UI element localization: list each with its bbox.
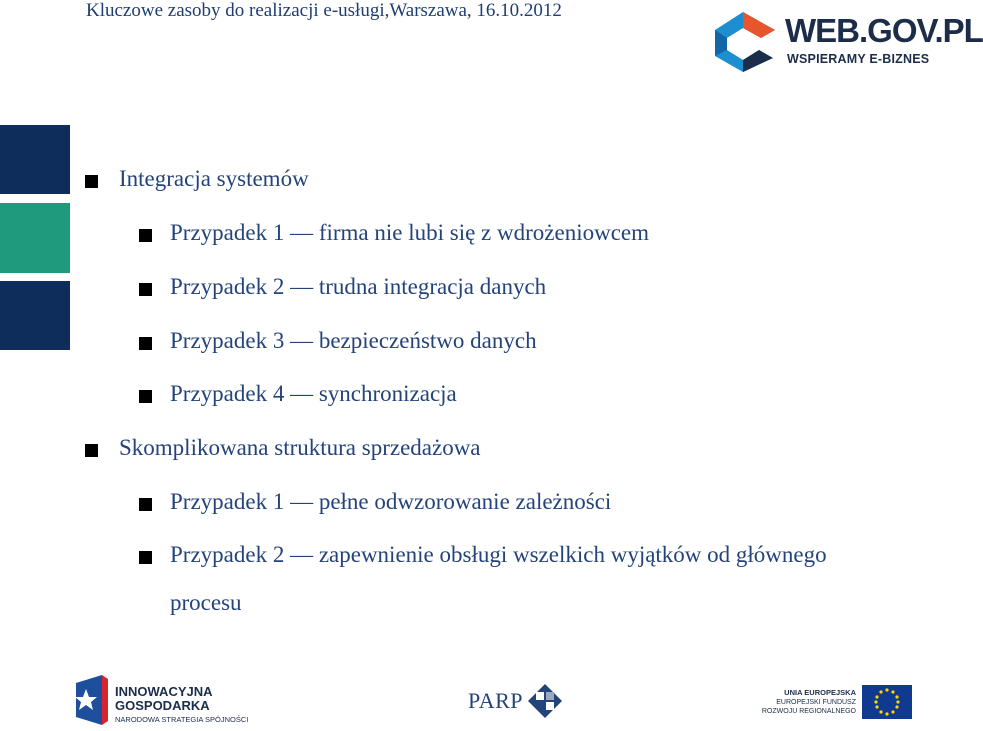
parp-emblem-icon <box>528 684 562 718</box>
square-bullet-icon <box>85 444 98 457</box>
square-bullet-icon <box>139 390 152 403</box>
bullet-text: Przypadek 1 — pełne odwzorowanie zależności <box>170 489 612 514</box>
bullet-subitem-continuation <box>170 590 242 616</box>
square-bullet-icon <box>139 229 152 242</box>
square-bullet-icon <box>139 498 152 511</box>
bullet-subitem <box>170 328 537 354</box>
square-bullet-icon <box>85 175 98 188</box>
ig-line3: NARODOWA STRATEGIA SPÓJNOŚCI <box>115 715 249 724</box>
bullet-subitem <box>170 274 546 300</box>
side-block-navy-top <box>0 125 70 194</box>
parp-logo <box>468 684 563 720</box>
parp-text: PARP <box>468 688 524 713</box>
bullet-text: Skomplikowana struktura sprzedażowa <box>119 435 481 460</box>
square-bullet-icon <box>139 551 152 564</box>
bullet-subitem <box>170 489 611 515</box>
bullet-item-struktura <box>119 435 481 461</box>
webgov-tagline: WSPIERAMY E-BIZNES <box>787 52 930 66</box>
bullet-subitem <box>170 220 649 246</box>
eu-fund-logo <box>761 685 912 721</box>
bullet-subitem <box>170 542 827 568</box>
bullet-text: Przypadek 1 — firma nie lubi się z wdrożeniowcem <box>170 220 650 245</box>
bullet-item-integracja <box>119 166 309 192</box>
webgov-logo <box>713 10 983 74</box>
eu-flag-icon <box>862 685 912 719</box>
square-bullet-icon <box>139 283 152 296</box>
bullet-text: Przypadek 2 — trudna integracja danych <box>170 274 547 299</box>
side-block-navy-bottom <box>0 281 70 350</box>
eu-line1: UNIA EUROPEJSKA <box>784 688 856 697</box>
bullet-subitem <box>170 381 457 407</box>
eu-line2: EUROPEJSKI FUNDUSZ <box>776 699 856 706</box>
bullet-text: Przypadek 2 — zapewnienie obsługi wszelkich wyjątków od głównego <box>170 542 827 567</box>
ig-line2: GOSPODARKA <box>115 698 210 713</box>
bullet-text: Przypadek 4 — synchronizacja <box>170 381 457 406</box>
eu-line3: ROZWOJU REGIONALNEGO <box>761 708 856 715</box>
innowacyjna-gospodarka-logo <box>72 675 249 725</box>
slide-header-title: Kluczowe zasoby do realizacji e-usługi,Warszawa, 16.10.2012 <box>86 0 562 21</box>
bullet-text: procesu <box>170 590 242 615</box>
star-emblem-icon <box>72 675 112 725</box>
bullet-text: Przypadek 3 — bezpieczeństwo danych <box>170 328 537 353</box>
webgov-logo-icon <box>713 10 779 74</box>
ig-line1: INNOWACYJNA <box>115 684 213 699</box>
webgov-brand: WEB.GOV.PL <box>785 12 983 49</box>
bullet-text: Integracja systemów <box>119 166 309 191</box>
square-bullet-icon <box>139 337 152 350</box>
side-block-teal <box>0 203 70 273</box>
